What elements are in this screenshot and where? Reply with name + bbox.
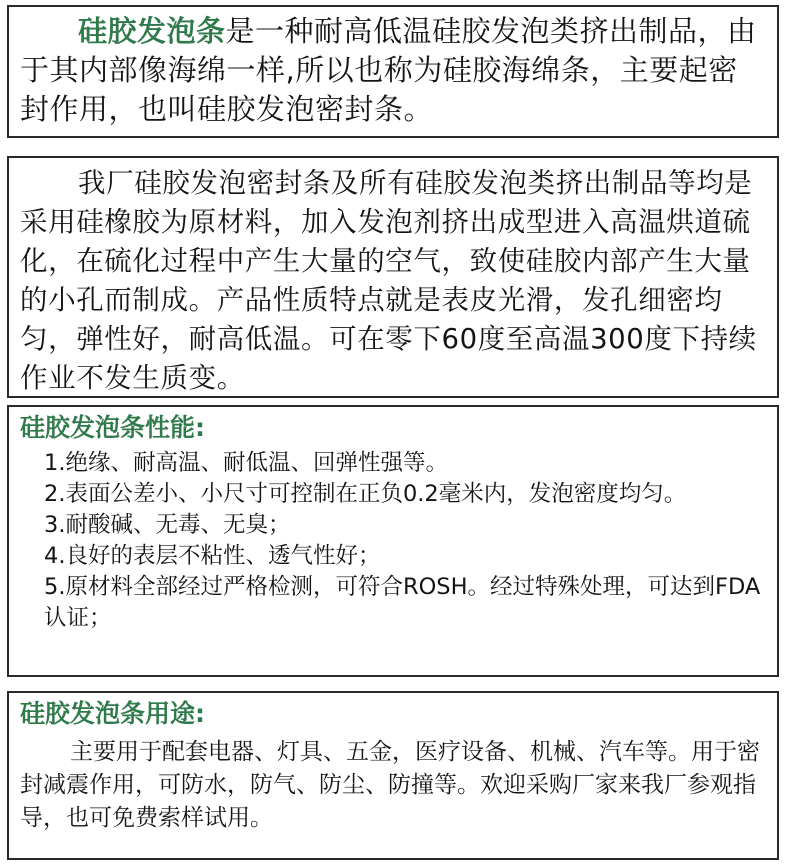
- performance-box: [7, 405, 779, 677]
- process-text: 我厂硅胶发泡密封条及所有硅胶发泡类挤出制品等均是采用硅橡胶为原材料，加入发泡剂挤出成型进入高温烘道硫化，在硫化过程中产生大量的空气，致使硅胶内部产生大量的小孔而制成。产品性质特点就是表皮光滑，发孔细密均匀，弹性好，耐高低温。可在零下60度至高温300度下持续作业不发生质变。: [20, 167, 757, 394]
- process-box: [7, 156, 779, 398]
- product-name-highlight: 硅胶发泡条: [78, 14, 226, 48]
- list-item: 5.原材料全部经过严格检测，可符合ROSH。经过特殊处理，可达到FDA认证；: [44, 574, 761, 631]
- list-item: 4.良好的表层不粘性、透气性好；: [44, 543, 381, 569]
- list-item: 2.表面公差小、小尺寸可控制在正负0.2毫米内，发泡密度均匀。: [44, 481, 687, 507]
- performance-heading: 硅胶发泡条性能:: [20, 413, 205, 442]
- uses-box: [7, 691, 779, 860]
- uses-paragraph: [20, 736, 766, 835]
- intro-text: 是一种耐高低温硅胶发泡类挤出制品，由于其内部像海绵一样,所以也称为硅胶海绵条，主要起密封作用，也叫硅胶发泡密封条。: [20, 14, 757, 126]
- list-item: 3.耐酸碱、无毒、无臭；: [44, 512, 291, 538]
- intro-paragraph: [20, 12, 766, 129]
- uses-text: 主要用于配套电器、灯具、五金，医疗设备、机械、汽车等。用于密封减震作用，可防水，防气、防尘、防撞等。欢迎采购厂家来我厂参观指导，也可免费索样试用。: [20, 739, 760, 831]
- uses-heading: 硅胶发泡条用途:: [20, 699, 205, 728]
- intro-box: [7, 5, 779, 138]
- process-paragraph: [20, 164, 766, 398]
- list-item: 1.绝缘、耐高温、耐低温、回弹性强等。: [44, 450, 448, 476]
- performance-list: [20, 448, 766, 634]
